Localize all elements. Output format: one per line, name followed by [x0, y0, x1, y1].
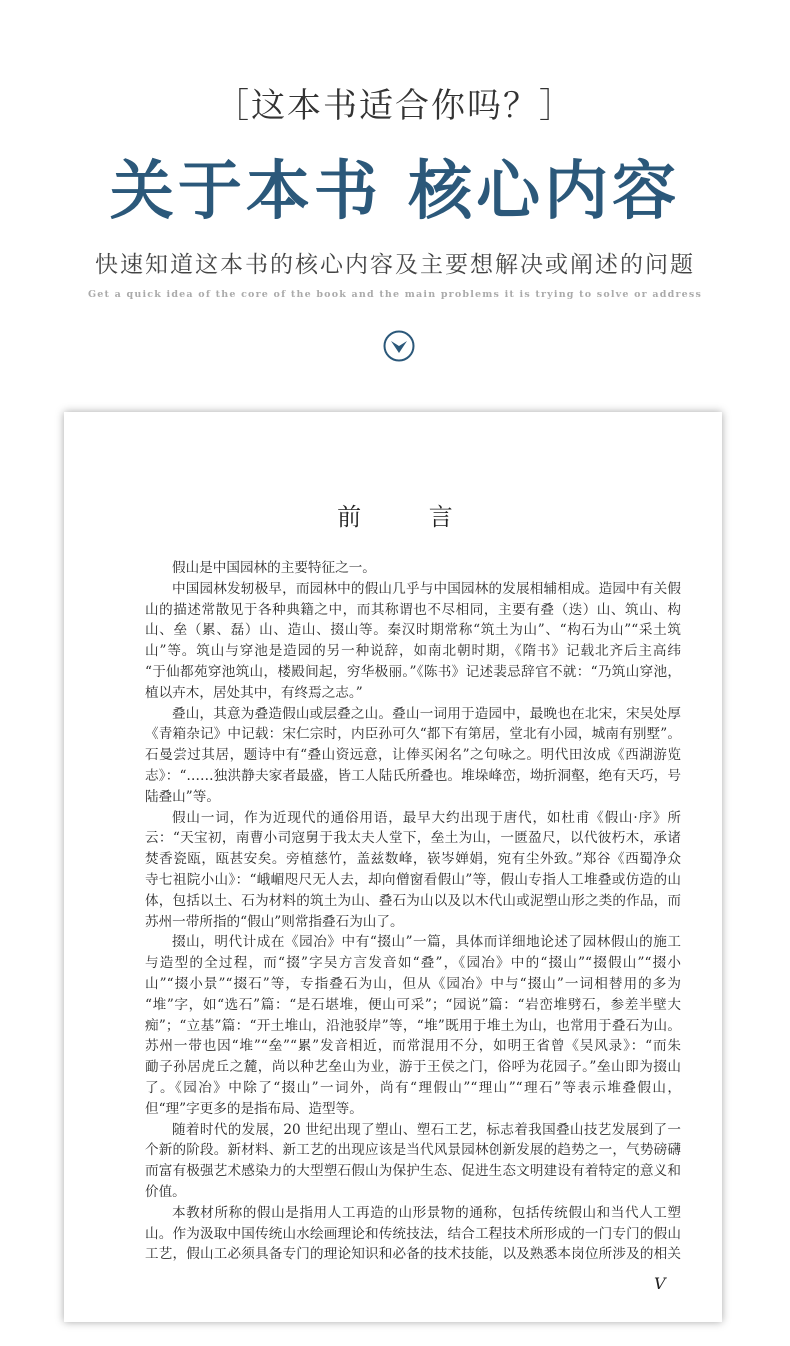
paragraph-line: 植以卉木，居处其中，有终焉之志。” — [145, 684, 363, 701]
paragraph-line: 山的描述常散见于各种典籍之中，而其称谓也不尽相同，主要有叠（迭）山、筑山、构 — [145, 601, 681, 618]
subtitle: 快速知道这本书的核心内容及主要想解决或阐述的问题 — [95, 252, 695, 278]
paragraph-line: 假山是中国园林的主要特征之一。 — [172, 560, 376, 576]
paragraph-line: 《青箱杂记》中记载：宋仁宗时，内臣孙可久“都下有第居，堂北有小园，城南有别墅”。 — [145, 726, 681, 743]
paragraph-line: 随着时代的发展，20 世纪出现了塑山、塑石工艺，标志着我国叠山技艺发展到了一 — [172, 1121, 681, 1138]
paragraph-line: “于仙都苑穿池筑山，楼殿间起，穷华极丽。”《陈书》记述裴忌辞官不就：“乃筑山穿池， — [145, 663, 681, 680]
paragraph-line: 价值。 — [145, 1183, 186, 1200]
paragraph-line: 体，包括以土、石为材料的筑土为山、叠石为山以及以木代山或泥塑山形之类的作品，而 — [145, 892, 681, 909]
paragraph-line: 假山一词，作为近现代的通俗用语，最早大约出现于唐代，如杜甫《假山·序》所 — [172, 809, 681, 826]
paragraph-line: 与造型的全过程，而“掇”字吴方言发音如“叠”，《园冶》中的“掇山”“掇假山”“掇小 — [145, 955, 681, 972]
question-heading: ［这本书适合你吗？］ — [215, 86, 575, 126]
paragraph-line: 山。作为汲取中国传统山水绘画理论和传统技法，结合工程技术所形成的一门专门的假山 — [145, 1225, 681, 1242]
paragraph-line: 叠山，其意为叠造假山或层叠之山。叠山一词用于造园中，最晚也在北宋，宋吴处厚 — [172, 705, 681, 722]
paragraph-line: 云：“天宝初，南曹小司寇舅于我太夫人堂下，垒土为山，一匮盈尺，以代彼朽木，承诸 — [145, 830, 681, 847]
paragraph-line: 而富有极强艺术感染力的大型塑石假山为保护生态、促进生态文明建设有着特定的意义和 — [145, 1163, 681, 1180]
paragraph-line: 山”“掇小景”“掇石”等，专指叠石为山，但从《园冶》中与“掇山”一词相替用的多为 — [145, 975, 681, 992]
paragraph-line: 焚香瓷瓯，瓯甚安矣。旁植慈竹，盖兹数峰，嵚岑婵娟，宛有尘外致。”郑谷《西蜀净众 — [145, 851, 681, 868]
paragraph-line: 但“理”字更多的是指布局、造型等。 — [145, 1100, 363, 1117]
english-subtitle: Get a quick idea of the core of the book and the main problems it is trying to solve or address — [87, 289, 702, 300]
paragraph-line: 石曼尝过其居，题诗中有“叠山资远意，让俸买闲名”之句咏之。明代田汝成《西湖游览 — [145, 747, 681, 764]
paragraph-line: 志》：“……独洪静夫家者最盛，皆工人陆氏所叠也。堆垛峰峦，坳折洞壑，绝有天巧，号 — [145, 767, 681, 784]
paragraph-line: 陆叠山”等。 — [145, 788, 220, 805]
paragraph-line: 寺七祖院小山》：“峨嵋咫尺无人去，却向僧窗看假山”等，假山专指人工堆叠或仿造的山 — [145, 871, 681, 888]
paragraph-line: 本教材所称的假山是指用人工再造的山形景物的通称，包括传统假山和当代人工塑 — [172, 1204, 681, 1221]
chevron-down-circle-icon — [383, 330, 415, 362]
paragraph-line: 山、垒（累、磊）山、造山、掇山等。秦汉时期常称“筑土为山”、“构石为山”“采土筑 — [145, 622, 681, 639]
paragraph-line: 掇山，明代计成在《园冶》中有“掇山”一篇，具体而详细地论述了园林假山的施工 — [172, 934, 681, 951]
main-title: 关于本书 核心内容 — [109, 154, 681, 229]
paragraph-line: 苏州一带所指的“假山”则常指叠石为山了。 — [145, 913, 404, 930]
paragraph-line: 工艺，假山工必须具备专门的理论知识和必备的技术技能，以及熟悉本岗位所涉及的相关 — [145, 1246, 681, 1263]
paragraph-line: 个新的阶段。新材料、新工艺的出现应该是当代风景园林创新发展的趋势之一，气势磅礴 — [145, 1142, 681, 1159]
paragraph-line: 中国园林发轫极早，而园林中的假山几乎与中国园林的发展相辅相成。造园中有关假 — [172, 580, 681, 597]
paragraph-line: 山”等。筑山与穿池是造园的另一种说辞，如南北朝时期，《隋书》记载北齐后主高纬 — [145, 643, 681, 660]
paragraph-line: 苏州一带也因“堆”“垒”“累”发音相近，而常混用不分，如明王省曾《吴风录》：“而朱 — [145, 1038, 681, 1055]
preface-body — [145, 558, 681, 1265]
paragraph-line: 勔子孙居虎丘之麓，尚以种艺垒山为业，游于王侯之门，俗呼为花园子。”垒山即为掇山 — [145, 1059, 681, 1076]
paragraph-line: 了。《园冶》中除了“掇山”一词外，尚有“理假山”“理山”“理石”等表示堆叠假山， — [145, 1079, 681, 1096]
preface-title: 前 言 — [337, 503, 483, 531]
paragraph-line: 痴”；“立基”篇：“开土堆山，沿池驳岸”等，“堆”既用于堆土为山，也常用于叠石为山。 — [145, 1017, 681, 1034]
page-number: V — [654, 1274, 666, 1293]
paragraph-line: “堆”字，如“选石”篇：“是石堪堆，便山可采”；“园说”篇：“岩峦堆劈石，参差半壁大 — [145, 996, 681, 1013]
